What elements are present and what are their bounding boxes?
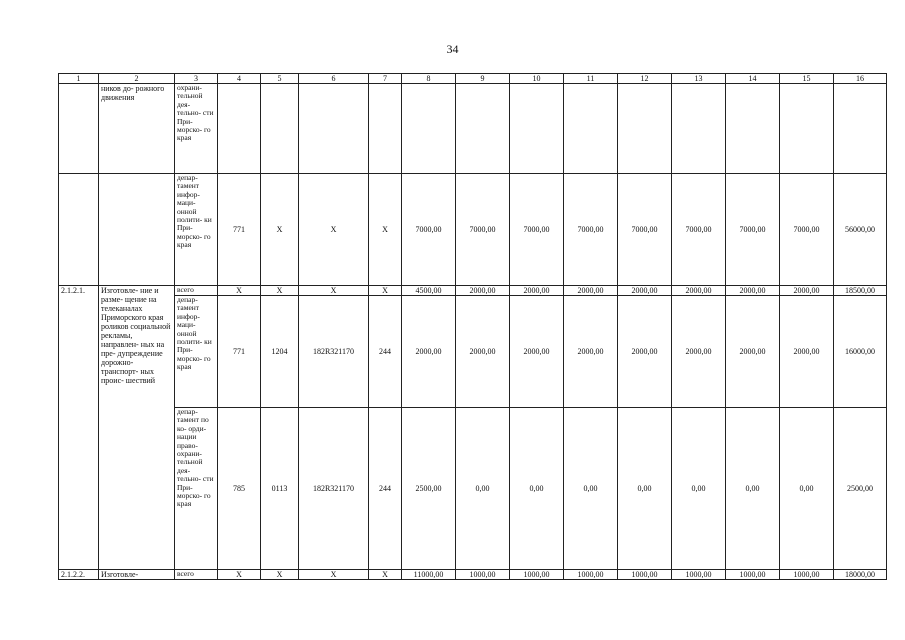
header-cell: 8 <box>402 74 456 84</box>
item-name-cell <box>99 174 175 286</box>
value-cell: 1000,00 <box>564 570 618 580</box>
value-cell: X <box>218 286 261 296</box>
value-cell: 7000,00 <box>726 174 780 286</box>
executor-cell: депар- тамент инфор- маци- онной полити- ки При- морско- го края <box>175 296 218 408</box>
item-number-cell <box>59 84 99 174</box>
value-cell: 771 <box>218 174 261 286</box>
value-cell: 2500,00 <box>834 408 887 570</box>
value-cell: 4500,00 <box>402 286 456 296</box>
value-cell: 7000,00 <box>618 174 672 286</box>
header-cell: 5 <box>261 74 299 84</box>
item-number-cell <box>59 174 99 286</box>
header-cell: 14 <box>726 74 780 84</box>
value-cell: X <box>299 570 369 580</box>
value-cell: 2000,00 <box>672 296 726 408</box>
value-cell: 1000,00 <box>456 570 510 580</box>
value-cell: 56000,00 <box>834 174 887 286</box>
value-cell: X <box>261 286 299 296</box>
value-cell <box>299 84 369 174</box>
value-cell: 0,00 <box>510 408 564 570</box>
header-cell: 9 <box>456 74 510 84</box>
value-cell <box>564 84 618 174</box>
value-cell: X <box>261 174 299 286</box>
item-number-cell: 2.1.2.1. <box>59 286 99 570</box>
value-cell: 2000,00 <box>402 296 456 408</box>
executor-cell: всего <box>175 286 218 296</box>
value-cell: 18000,00 <box>834 570 887 580</box>
header-cell: 12 <box>618 74 672 84</box>
value-cell: X <box>299 174 369 286</box>
value-cell: 2000,00 <box>780 296 834 408</box>
value-cell: 0,00 <box>618 408 672 570</box>
value-cell: 1000,00 <box>510 570 564 580</box>
header-cell: 3 <box>175 74 218 84</box>
executor-cell: депар- тамент инфор- маци- онной полити- ки При- морско- го края <box>175 174 218 286</box>
value-cell: 2000,00 <box>618 286 672 296</box>
value-cell <box>726 84 780 174</box>
value-cell <box>780 84 834 174</box>
header-cell: 16 <box>834 74 887 84</box>
value-cell: 0,00 <box>456 408 510 570</box>
header-cell: 7 <box>369 74 402 84</box>
value-cell: 16000,00 <box>834 296 887 408</box>
value-cell: 1000,00 <box>780 570 834 580</box>
value-cell: 2000,00 <box>780 286 834 296</box>
value-cell: 2500,00 <box>402 408 456 570</box>
value-cell: X <box>261 570 299 580</box>
value-cell: 7000,00 <box>672 174 726 286</box>
item-name-cell: Изготовле- <box>99 570 175 580</box>
executor-cell: охрани- тельной дея- тельно- сти При- морско- го края <box>175 84 218 174</box>
value-cell: 2000,00 <box>726 286 780 296</box>
table-row <box>59 286 887 296</box>
value-cell: 2000,00 <box>564 296 618 408</box>
value-cell: 2000,00 <box>726 296 780 408</box>
value-cell: 1000,00 <box>672 570 726 580</box>
value-cell: 0,00 <box>780 408 834 570</box>
value-cell <box>510 84 564 174</box>
value-cell: 7000,00 <box>456 174 510 286</box>
table-row <box>59 174 887 286</box>
value-cell: 244 <box>369 296 402 408</box>
table-row <box>59 408 887 570</box>
value-cell: 182R321170 <box>299 408 369 570</box>
value-cell: 7000,00 <box>402 174 456 286</box>
value-cell: 2000,00 <box>618 296 672 408</box>
table-row <box>59 570 887 580</box>
item-name-cell: Изготовле- ние и разме- щение на телеканалах Приморского края роликов социальной рекламы, направлен- ных на пре- дупреждение дорожно- транспорт- ных проис- шествий <box>99 286 175 570</box>
value-cell: 0,00 <box>672 408 726 570</box>
header-cell: 11 <box>564 74 618 84</box>
value-cell <box>456 84 510 174</box>
value-cell: 771 <box>218 296 261 408</box>
value-cell: 0,00 <box>564 408 618 570</box>
item-number-cell: 2.1.2.2. <box>59 570 99 580</box>
value-cell: 244 <box>369 408 402 570</box>
value-cell: 7000,00 <box>510 174 564 286</box>
value-cell: 1000,00 <box>618 570 672 580</box>
table-row <box>59 84 887 174</box>
value-cell: 7000,00 <box>564 174 618 286</box>
value-cell: X <box>369 570 402 580</box>
value-cell <box>618 84 672 174</box>
value-cell: X <box>369 174 402 286</box>
value-cell <box>218 84 261 174</box>
page-number: 34 <box>446 42 459 56</box>
value-cell: 11000,00 <box>402 570 456 580</box>
item-name-cell: ников до- рожного движения <box>99 84 175 174</box>
executor-cell: всего <box>175 570 218 580</box>
budget-table <box>58 73 887 580</box>
header-cell: 1 <box>59 74 99 84</box>
value-cell <box>369 84 402 174</box>
value-cell: 1204 <box>261 296 299 408</box>
value-cell: 18500,00 <box>834 286 887 296</box>
value-cell: 2000,00 <box>672 286 726 296</box>
header-cell: 6 <box>299 74 369 84</box>
value-cell: 1000,00 <box>726 570 780 580</box>
value-cell <box>402 84 456 174</box>
value-cell: 0,00 <box>726 408 780 570</box>
executor-cell: депар- тамент по ко- орди- нации право- охрани- тельной дея- тельно- сти При- морско- го края <box>175 408 218 570</box>
value-cell: 785 <box>218 408 261 570</box>
value-cell: 0113 <box>261 408 299 570</box>
value-cell: X <box>218 570 261 580</box>
header-cell: 13 <box>672 74 726 84</box>
header-cell: 4 <box>218 74 261 84</box>
value-cell: X <box>369 286 402 296</box>
value-cell: 182R321170 <box>299 296 369 408</box>
header-cell: 2 <box>99 74 175 84</box>
value-cell: 7000,00 <box>780 174 834 286</box>
header-cell: 15 <box>780 74 834 84</box>
value-cell: 2000,00 <box>456 296 510 408</box>
header-cell: 10 <box>510 74 564 84</box>
value-cell: X <box>299 286 369 296</box>
value-cell: 2000,00 <box>456 286 510 296</box>
value-cell: 2000,00 <box>510 286 564 296</box>
table-row <box>59 296 887 408</box>
value-cell: 2000,00 <box>564 286 618 296</box>
header-row <box>59 74 887 84</box>
value-cell <box>834 84 887 174</box>
value-cell: 2000,00 <box>510 296 564 408</box>
value-cell <box>261 84 299 174</box>
value-cell <box>672 84 726 174</box>
